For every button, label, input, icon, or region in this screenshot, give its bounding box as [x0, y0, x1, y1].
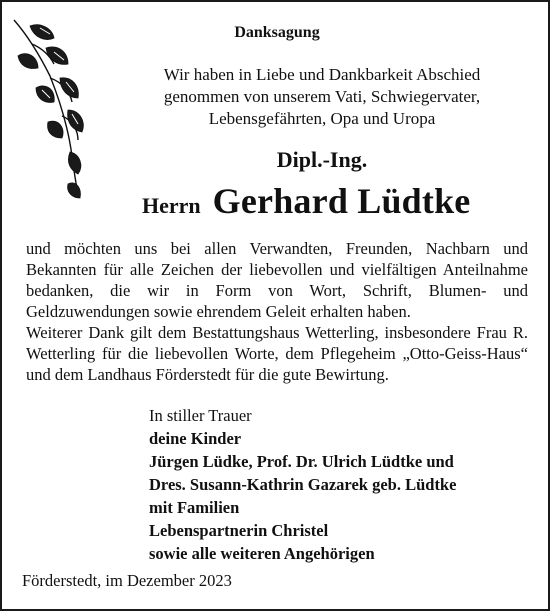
deceased-name: Gerhard Lüdtke	[212, 181, 471, 221]
intro-line: genommen von unserem Vati, Schwiegervater,	[163, 87, 481, 106]
place-date: Förderstedt, im Dezember 2023	[22, 571, 232, 590]
thanks-paragraph: Weiterer Dank gilt dem Bestattungshaus Wetterling, insbesondere Frau R. Wetterling für die liebevollen Worte, dem Pflegeheim „Otto-Geiss-Haus“ und dem Landhaus Förderstedt für die gute Bewirtung.	[26, 323, 528, 384]
mourner-line: Lebenspartnerin Christel	[149, 521, 329, 540]
signoff-block	[149, 404, 539, 565]
leafy-branch-icon	[10, 16, 92, 201]
salutation: Herrn	[142, 193, 201, 218]
mourner-line: mit Familien	[149, 498, 240, 517]
academic-title: Dipl.-Ing.	[276, 147, 368, 172]
thanks-paragraph: und möchten uns bei allen Verwandten, Freunden, Nachbarn und Bekannten für alle Zeichen der liebevollen und vielfältigen Anteilnahme bedanken, die wir in Form von Wort, Schrift, Blumen- und Geldzuwendungen sowie ehrendem Geleit erhalten haben.	[26, 239, 528, 321]
mourner-line: Jürgen Lüdke, Prof. Dr. Ulrich Lüdtke und	[149, 452, 454, 471]
thanks-body	[26, 238, 528, 385]
intro-text	[132, 64, 512, 130]
deceased-name-row	[142, 180, 470, 222]
mourner-line: deine Kinder	[149, 429, 242, 448]
mourner-line: sowie alle weiteren Angehörigen	[149, 544, 375, 563]
intro-line: Lebensgefährten, Opa und Uropa	[208, 109, 436, 128]
mourner-line: Dres. Susann-Kathrin Gazarek geb. Lüdtke	[149, 475, 457, 494]
signoff-intro: In stiller Trauer	[149, 406, 252, 425]
intro-line: Wir haben in Liebe und Dankbarkeit Abschied	[163, 65, 481, 84]
notice-heading: Danksagung	[234, 24, 320, 41]
